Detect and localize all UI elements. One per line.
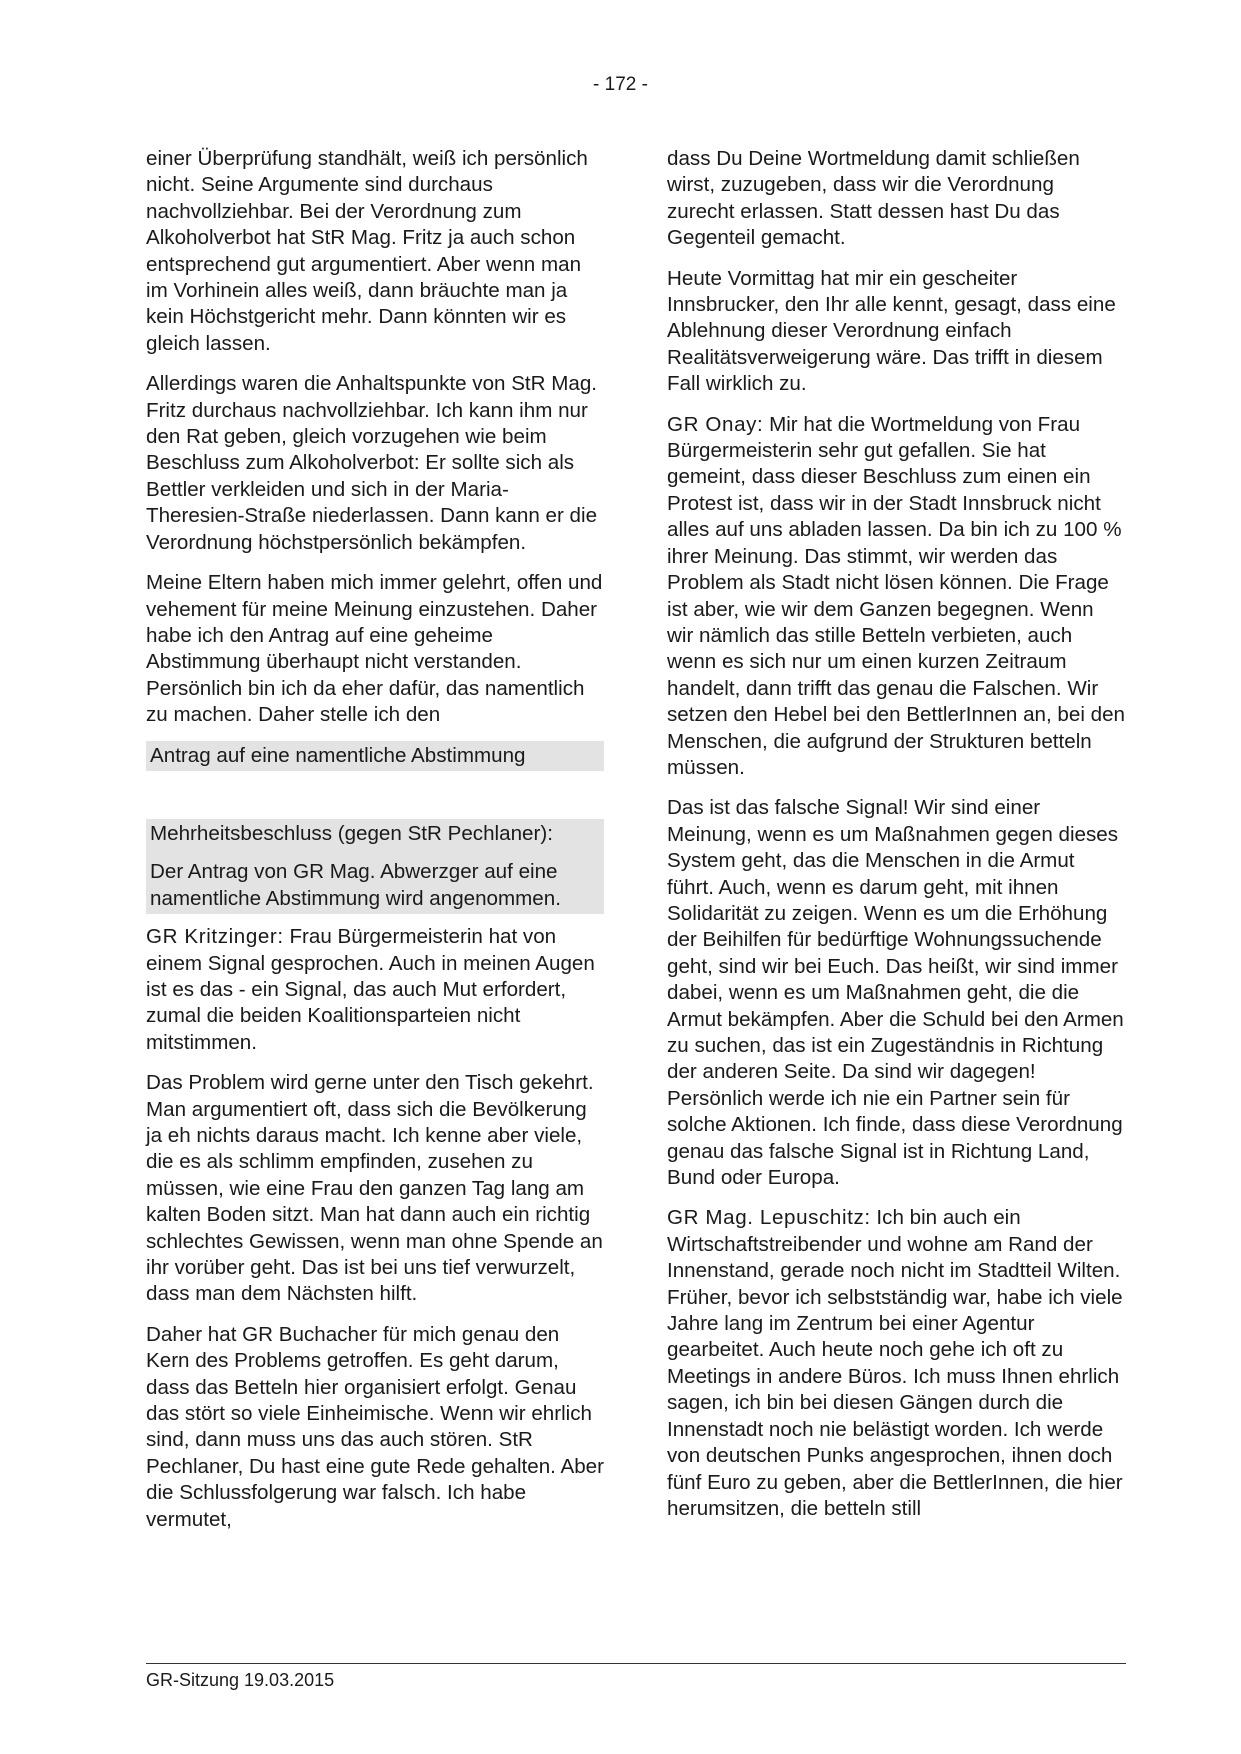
- speaker-name: GR Kritzinger:: [146, 925, 284, 949]
- speech-text: Frau Bürgermeisterin hat von einem Signal gesprochen. Auch in meinen Augen ist es das - ein Signal, das auch Mut erfordert, zumal die beiden Koalitionsparteien nicht mitstimmen.: [146, 925, 595, 1054]
- paragraph: einer Überprüfung standhält, weiß ich persönlich nicht. Seine Argumente sind durchaus nachvollziehbar. Bei der Verordnung zum Alkoholverbot hat StR Mag. Fritz ja auch schon entsprechend gut argumentiert. Aber wenn man im Vorhinein alles weiß, dann bräuchte man ja kein Höchstgericht mehr. Dann könnten wir es gleich lassen.: [146, 147, 588, 355]
- motion-heading: Antrag auf eine namentliche Abstimmung: [146, 741, 604, 771]
- speech-text: Ich bin auch ein Wirtschaftstreibender und wohne am Rand der Innenstand, gerade noch nicht im Stadtteil Wilten. Früher, bevor ich selbstständig war, habe ich viele Jahre lang im Zentrum bei einer Agentur gearbeitet. Auch heute noch gehe ich oft zu Meetings in andere Büros. Ich muss Ihnen ehrlich sagen, ich bin bei diesen Gängen durch die Innenstadt noch nie belästigt worden. Ich werde von deutschen Punks angesprochen, ihnen doch fünf Euro zu geben, aber die BettlerInnen, die hier herumsitzen, die betteln still: [667, 1206, 1123, 1520]
- paragraph: Heute Vormittag hat mir ein gescheiter Innsbrucker, den Ihr alle kennt, gesagt, dass eine Ablehnung dieser Verordnung einfach Realitätsverweigerung wäre. Das trifft in diesem Fall wirklich zu.: [667, 266, 1116, 396]
- right-column: [667, 146, 1125, 1536]
- paragraph: [667, 412, 1125, 782]
- speaker-name: GR Onay:: [667, 412, 764, 436]
- paragraph: Meine Eltern haben mich immer gelehrt, offen und vehement für meine Meinung einzustehen. Daher habe ich den Antrag auf eine geheime Abstimmung überhaupt nicht verstanden. Persönlich bin ich da eher dafür, das namentlich zu machen. Daher stelle ich den: [146, 571, 603, 727]
- resolution-box: [146, 819, 604, 914]
- page-number: - 172 -: [593, 74, 648, 95]
- paragraph: [146, 924, 604, 1056]
- paragraph: Daher hat GR Buchacher für mich genau den Kern des Problems getroffen. Es geht darum, dass das Betteln hier organisiert erfolgt. Genau das stört so viele Einheimische. Wenn wir ehrlich sind, dann muss uns das auch stören. StR Pechlaner, Du hast eine gute Rede gehalten. Aber die Schlussfolgerung war falsch. Ich habe vermutet,: [146, 1322, 604, 1531]
- paragraph: Das Problem wird gerne unter den Tisch gekehrt. Man argumentiert oft, dass sich die Bevölkerung ja eh nichts daraus macht. Ich kenne aber viele, die es als schlimm empfinden, zusehen zu müssen, wie eine Frau den ganzen Tag lang am kalten Boden sitzt. Man hat dann auch ein richtig schlechtes Gewissen, wenn man ohne Spende an ihr vorüber geht. Das ist bei uns tief verwurzelt, dass man dem Nächsten hilft.: [146, 1071, 603, 1306]
- paragraph: Das ist das falsche Signal! Wir sind einer Meinung, wenn es um Maßnahmen gegen dieses System geht, das die Menschen in die Armut führt. Auch, wenn es darum geht, mit ihnen Solidarität zu zeigen. Wenn es um die Erhöhung der Beihilfen für bedürftige Wohnungssuchende geht, sind wir bei Euch. Das heißt, wir sind immer dabei, wenn es um Maßnahmen geht, die die Armut bekämpfen. Aber die Schuld bei den Armen zu suchen, das ist ein Zugeständnis in Richtung der anderen Seite. Da sind wir dagegen! Persönlich werde ich nie ein Partner sein für solche Aktionen. Ich finde, dass diese Verordnung genau das falsche Signal ist in Richtung Land, Bund oder Europa.: [667, 796, 1124, 1190]
- footer-text: GR-Sitzung 19.03.2015: [146, 1670, 335, 1690]
- resolution-text: Der Antrag von GR Mag. Abwerzger auf eine namentliche Abstimmung wird angenommen.: [150, 860, 561, 910]
- left-column: [146, 146, 604, 1547]
- paragraph: dass Du Deine Wortmeldung damit schließen wirst, zuzugeben, dass wir die Verordnung zurecht erlassen. Statt dessen hast Du das Gegenteil gemacht.: [667, 147, 1080, 250]
- speaker-name: GR Mag. Lepuschitz:: [667, 1206, 871, 1230]
- speech-text: Mir hat die Wortmeldung von Frau Bürgermeisterin sehr gut gefallen. Sie hat gemeint, dass dieser Beschluss zum einen ein Protest ist, dass wir in der Stadt Innsbruck nicht alles auf uns abladen lassen. Da bin ich zu 100 % ihrer Meinung. Das stimmt, wir werden das Problem als Stadt nicht lösen können. Die Frage ist aber, wie wir dem Ganzen begegnen. Wenn wir nämlich das stille Betteln verbieten, auch wenn es sich nur um einen kurzen Zeitraum handelt, dann trifft das genau die Falschen. Wir setzen den Hebel bei den BettlerInnen an, bei den Menschen, die aufgrund der Strukturen betteln müssen.: [667, 412, 1125, 779]
- spacer: [150, 847, 600, 859]
- footer-divider: [146, 1663, 1126, 1664]
- spacer: [146, 771, 604, 819]
- paragraph: [667, 1205, 1125, 1522]
- paragraph: Allerdings waren die Anhaltspunkte von StR Mag. Fritz durchaus nachvollziehbar. Ich kann ihm nur den Rat geben, gleich vorzugehen wie beim Beschluss zum Alkoholverbot: Er sollte sich als Bettler verkleiden und sich in der Maria-Theresien-Straße niederlassen. Dann kann er die Verordnung höchstpersönlich bekämpfen.: [146, 372, 598, 554]
- resolution-title: Mehrheitsbeschluss (gegen StR Pechlaner):: [150, 821, 553, 845]
